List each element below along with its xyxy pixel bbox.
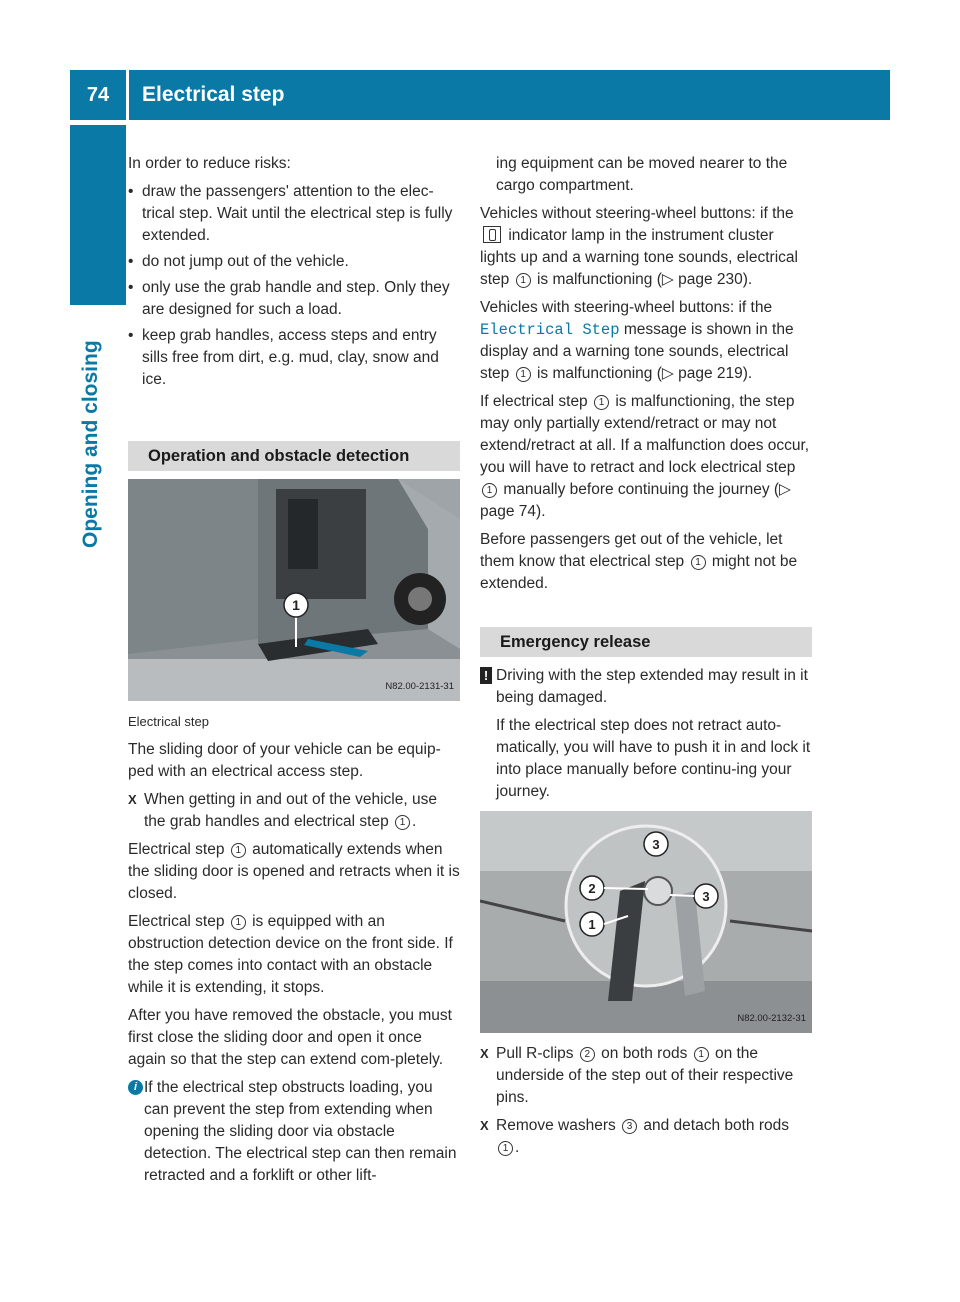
electrical-step-lamp-icon (483, 226, 501, 243)
callout-1-icon: 1 (594, 395, 609, 410)
list-item (128, 277, 460, 321)
page-number: 74 (86, 84, 110, 106)
bullet-icon: • (128, 279, 134, 296)
info-icon: i (128, 1080, 143, 1095)
instruction-step: X Pull R-clips 2 on both rods 1 on the underside of the step out of their respective pins. (480, 1045, 794, 1106)
page-header (70, 70, 890, 120)
figure-electrical-step (128, 479, 460, 701)
right-column (480, 153, 812, 1165)
paragraph: Vehicles with steering-wheel buttons: if the Electrical Step message is shown in the display and a warning tone sounds, electrical step 1 is malfunctioning (▷ page 219). (480, 299, 794, 382)
figure2-callout: 1 (588, 917, 596, 932)
callout-2-icon: 2 (580, 1047, 595, 1062)
paragraph: Electrical step 1 automatically extends when the sliding door is opened and retracts when it is closed. (128, 841, 460, 902)
callout-1-icon: 1 (516, 273, 531, 288)
paragraph: Before passengers get out of the vehicle, let them know that electrical step 1 might not be extended. (480, 531, 798, 592)
warning-icon: ! (480, 667, 492, 684)
list-item (128, 325, 460, 391)
callout-1-icon: 1 (395, 815, 410, 830)
display-message: Electrical Step (480, 321, 620, 339)
van-illustration (128, 479, 460, 701)
bullet-icon: • (128, 183, 134, 200)
paragraph: The sliding door of your vehicle can be equip-ped with an electrical access step. (128, 741, 441, 780)
figure-code: N82.00-2131-31 (385, 681, 454, 692)
page-title: Electrical step (142, 83, 285, 106)
figure2-callout: 2 (588, 881, 596, 896)
section-heading-operation: Operation and obstacle detection (128, 441, 460, 471)
figure-emergency-release (480, 811, 812, 1033)
bullet-text: draw the passengers' attention to the elec-trical step. Wait until the electrical step is fully extended. (142, 183, 453, 244)
header-divider (126, 70, 129, 120)
callout-1-icon: 1 (231, 915, 246, 930)
bullet-text: do not jump out of the vehicle. (142, 253, 349, 270)
bullet-icon: • (128, 327, 134, 344)
arrow-icon: X (128, 792, 137, 807)
paragraph: After you have removed the obstacle, you must first close the sliding door and open it once again so that the step can extend com-pletely. (128, 1007, 452, 1068)
list-item (128, 181, 460, 247)
instruction-step: X When getting in and out of the vehicle, use the grab handles and electrical step 1 . (128, 791, 437, 830)
arrow-icon: X (480, 1118, 489, 1133)
bullet-text: only use the grab handle and step. Only they are designed for such a load. (142, 279, 450, 318)
callout-3-icon: 3 (622, 1119, 637, 1134)
bullet-icon: • (128, 253, 134, 270)
figure2-callout: 3 (702, 889, 710, 904)
callout-1-icon: 1 (691, 555, 706, 570)
paragraph: If electrical step 1 is malfunctioning, the step may only partially extend/retract or may not extend/retract at all. If a malfunction does occur, you will have to retract and lock electrical step 1 manually before continuing the journey (▷ page 74). (480, 393, 810, 520)
side-tab-block (70, 125, 126, 305)
callout-1-icon: 1 (498, 1141, 513, 1156)
callout-1-icon: 1 (482, 483, 497, 498)
intro-text: In order to reduce risks: (128, 155, 291, 172)
figure2-callout: 3 (652, 837, 660, 852)
warning-note-text: If the electrical step does not retract auto-matically, you will have to push it in and lock it into place manually before continu-ing your journey. (496, 717, 811, 800)
warning-note: ! Driving with the step extended may result in it being damaged. (480, 665, 812, 709)
callout-1-icon: 1 (516, 367, 531, 382)
left-column (128, 153, 460, 1193)
list-item (128, 251, 460, 273)
arrow-icon: X (480, 1046, 489, 1061)
paragraph: Electrical step 1 is equipped with an obstruction detection device on the front side. If the step comes into contact with an obstacle while it is extending, it stops. (128, 913, 453, 996)
figure-caption: Electrical step (128, 714, 209, 729)
rods-illustration (480, 811, 812, 1033)
info-note: i If the electrical step obstructs loading, you can prevent the step from extending when opening the sliding door via obstacle detection. The electrical step can then remain retracted and a forklift or other lift- (128, 1077, 460, 1187)
section-heading-emergency: Emergency release (480, 627, 812, 657)
callout-1-icon: 1 (694, 1047, 709, 1062)
info-note-continued: ing equipment can be moved nearer to the cargo compartment. (496, 155, 788, 194)
figure-code: N82.00-2132-31 (737, 1013, 806, 1024)
paragraph: Vehicles without steering-wheel buttons: if the indicator lamp in the instrument cluster lights up and a warning tone sounds, electrical step 1 is malfunctioning (▷ page 230). (480, 205, 798, 288)
figure1-callout: 1 (292, 597, 300, 613)
callout-1-icon: 1 (231, 843, 246, 858)
instruction-step: X Remove washers 3 and detach both rods 1 . (480, 1117, 790, 1156)
bullet-text: keep grab handles, access steps and entry sills free from dirt, e.g. mud, clay, snow and ice. (142, 327, 439, 388)
side-tab-label: Opening and closing (79, 340, 102, 548)
